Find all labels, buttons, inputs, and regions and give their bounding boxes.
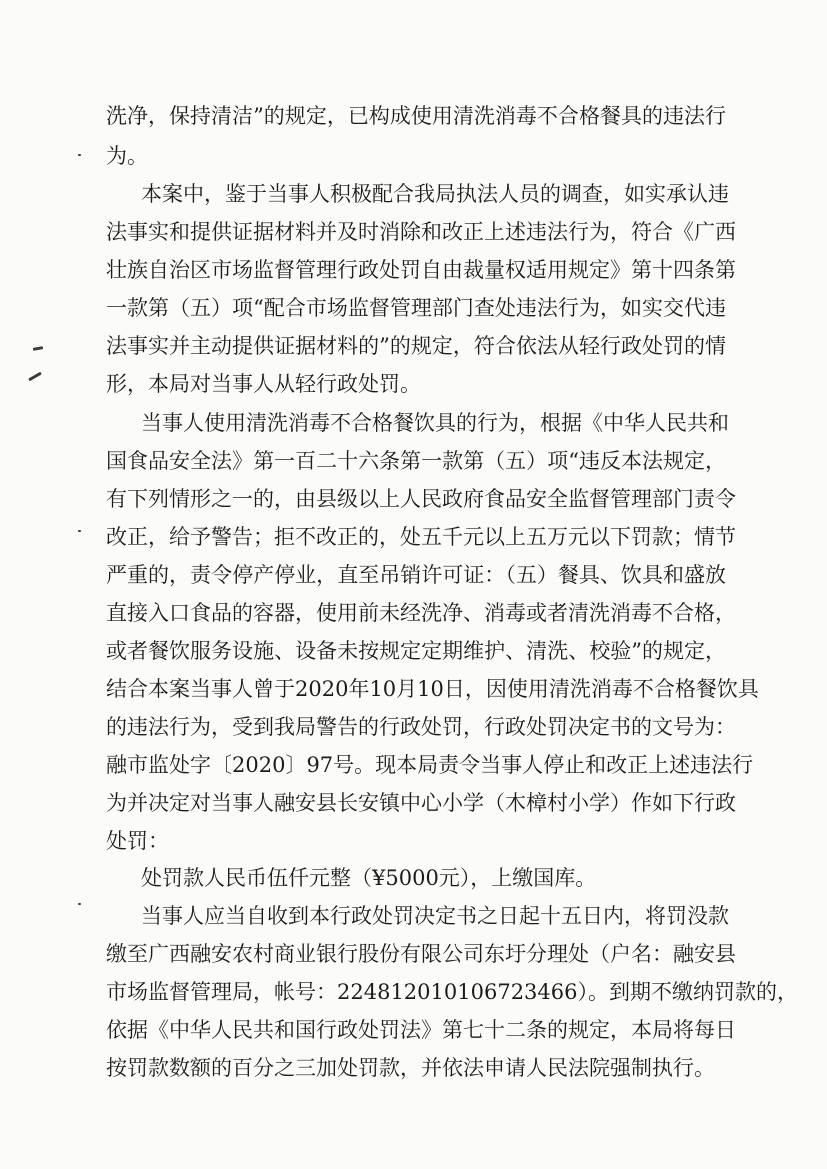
text-line: 处罚： xyxy=(106,829,169,853)
text-line: 法事实和提供证据材料并及时消除和改正上述违法行为，符合《广西 xyxy=(106,220,736,244)
text-line: 市场监督管理局，帐号：224812010106723466）。到期不缴纳罚款的， xyxy=(106,980,798,1004)
scan-speck xyxy=(78,530,81,532)
text-line: 国食品安全法》第一百二十六条第一款第（五）项“违反本法规定， xyxy=(106,449,726,473)
text-line: 洗净，保持清洁”的规定，已构成使用清洗消毒不合格餐具的违法行 xyxy=(106,104,726,128)
text-line: 依据《中华人民共和国行政处罚法》第七十二条的规定，本局将每日 xyxy=(106,1018,736,1042)
text-line: 结合本案当事人曾于2020年10月10日，因使用清洗消毒不合格餐饮具 xyxy=(106,677,759,701)
text-line: 一款第（五）项“配合市场监督管理部门查处违法行为，如实交代违 xyxy=(106,296,726,320)
scan-speck xyxy=(28,372,42,382)
text-line: 形，本局对当事人从轻行政处罚。 xyxy=(106,372,421,396)
text-line: 为并决定对当事人融安县长安镇中心小学（木樟村小学）作如下行政 xyxy=(106,791,736,815)
text-line: 按罚款数额的百分之三加处罚款，并依法申请人民法院强制执行。 xyxy=(106,1056,715,1080)
text-line: 当事人应当自收到本行政处罚决定书之日起十五日内，将罚没款 xyxy=(141,904,729,928)
text-line: 直接入口食品的容器，使用前未经洗净、消毒或者清洗消毒不合格， xyxy=(106,601,736,625)
text-line: 本案中，鉴于当事人积极配合我局执法人员的调查，如实承认违 xyxy=(141,182,729,206)
scan-speck xyxy=(33,346,43,351)
text-line: 法事实并主动提供证据材料的”的规定，符合依法从轻行政处罚的情 xyxy=(106,334,726,358)
text-line: 处罚款人民币伍仟元整（¥5000元），上缴国库。 xyxy=(141,866,597,890)
text-line: 当事人使用清洗消毒不合格餐饮具的行为，根据《中华人民共和 xyxy=(141,411,729,435)
text-line: 改正，给予警告；拒不改正的，处五千元以上五万元以下罚款；情节 xyxy=(106,525,736,549)
text-line: 为。 xyxy=(106,144,148,168)
text-line: 或者餐饮服务设施、设备未按规定定期维护、清洗、校验”的规定， xyxy=(106,639,726,663)
text-line: 融市监处字〔2020〕97号。现本局责令当事人停止和改正上述违法行 xyxy=(106,753,754,777)
text-line: 有下列情形之一的，由县级以上人民政府食品安全监督管理部门责令 xyxy=(106,487,736,511)
text-line: 严重的，责令停产停业，直至吊销许可证：（五）餐具、饮具和盛放 xyxy=(106,563,726,587)
scan-speck xyxy=(78,903,81,905)
text-line: 的违法行为，受到我局警告的行政处罚，行政处罚决定书的文号为： xyxy=(106,715,736,739)
scan-speck xyxy=(78,154,81,156)
text-line: 壮族自治区市场监督管理行政处罚自由裁量权适用规定》第十四条第 xyxy=(106,258,736,282)
text-line: 缴至广西融安农村商业银行股份有限公司东圩分理处（户名：融安县 xyxy=(106,942,736,966)
